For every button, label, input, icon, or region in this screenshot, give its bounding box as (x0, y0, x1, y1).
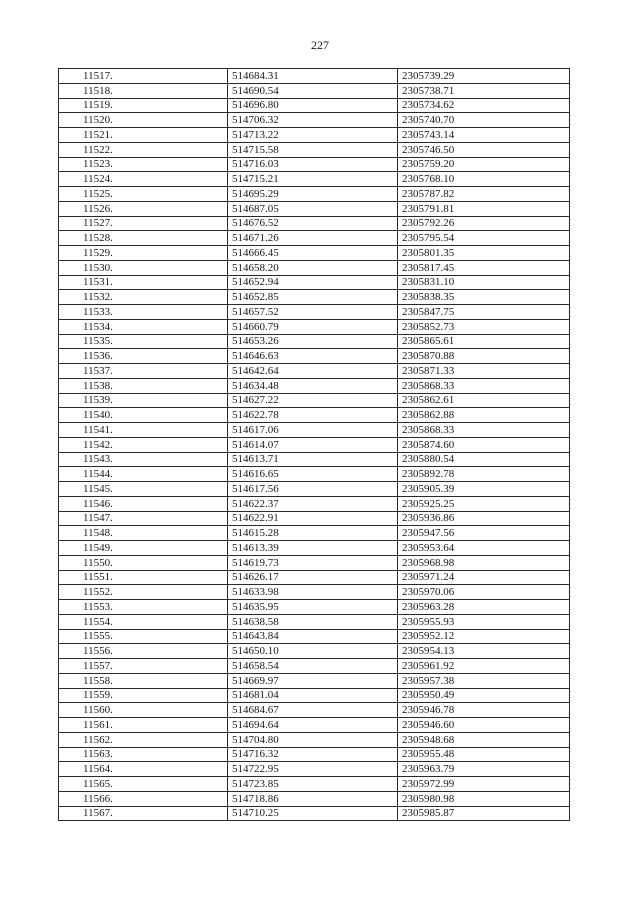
y-coordinate-cell: 2305948.68 (398, 732, 570, 747)
x-coordinate-cell: 514710.25 (228, 806, 398, 821)
point-number-cell: 11567. (59, 806, 228, 821)
table-row (59, 688, 570, 703)
x-coordinate-cell: 514646.63 (228, 349, 398, 364)
y-coordinate-cell: 2305865.61 (398, 334, 570, 349)
x-coordinate-cell: 514614.07 (228, 437, 398, 452)
x-coordinate-cell: 514716.32 (228, 747, 398, 762)
table-row (59, 393, 570, 408)
x-coordinate-cell: 514652.85 (228, 290, 398, 305)
y-coordinate-cell: 2305862.88 (398, 408, 570, 423)
point-number-cell: 11556. (59, 644, 228, 659)
x-coordinate-cell: 514613.39 (228, 541, 398, 556)
y-coordinate-cell: 2305746.50 (398, 142, 570, 157)
x-coordinate-cell: 514635.95 (228, 600, 398, 615)
table-row (59, 526, 570, 541)
table-row (59, 69, 570, 84)
y-coordinate-cell: 2305957.38 (398, 673, 570, 688)
table-row (59, 172, 570, 187)
y-coordinate-cell: 2305862.61 (398, 393, 570, 408)
point-number-cell: 11525. (59, 187, 228, 202)
y-coordinate-cell: 2305838.35 (398, 290, 570, 305)
x-coordinate-cell: 514695.29 (228, 187, 398, 202)
y-coordinate-cell: 2305759.20 (398, 157, 570, 172)
table-row (59, 128, 570, 143)
table-row (59, 718, 570, 733)
point-number-cell: 11540. (59, 408, 228, 423)
x-coordinate-cell: 514671.26 (228, 231, 398, 246)
y-coordinate-cell: 2305870.88 (398, 349, 570, 364)
x-coordinate-cell: 514704.80 (228, 732, 398, 747)
point-number-cell: 11542. (59, 437, 228, 452)
x-coordinate-cell: 514676.52 (228, 216, 398, 231)
point-number-cell: 11517. (59, 69, 228, 84)
x-coordinate-cell: 514696.80 (228, 98, 398, 113)
x-coordinate-cell: 514694.64 (228, 718, 398, 733)
y-coordinate-cell: 2305831.10 (398, 275, 570, 290)
y-coordinate-cell: 2305985.87 (398, 806, 570, 821)
y-coordinate-cell: 2305847.75 (398, 305, 570, 320)
table-row (59, 600, 570, 615)
table-row (59, 408, 570, 423)
x-coordinate-cell: 514657.52 (228, 305, 398, 320)
table-row (59, 570, 570, 585)
x-coordinate-cell: 514681.04 (228, 688, 398, 703)
point-number-cell: 11543. (59, 452, 228, 467)
y-coordinate-cell: 2305971.24 (398, 570, 570, 585)
y-coordinate-cell: 2305954.13 (398, 644, 570, 659)
table-row (59, 423, 570, 438)
table-row (59, 142, 570, 157)
point-number-cell: 11563. (59, 747, 228, 762)
point-number-cell: 11524. (59, 172, 228, 187)
point-number-cell: 11533. (59, 305, 228, 320)
table-row (59, 113, 570, 128)
point-number-cell: 11546. (59, 496, 228, 511)
x-coordinate-cell: 514638.58 (228, 614, 398, 629)
point-number-cell: 11548. (59, 526, 228, 541)
table-row (59, 246, 570, 261)
y-coordinate-cell: 2305795.54 (398, 231, 570, 246)
y-coordinate-cell: 2305792.26 (398, 216, 570, 231)
table-row (59, 467, 570, 482)
y-coordinate-cell: 2305963.28 (398, 600, 570, 615)
x-coordinate-cell: 514706.32 (228, 113, 398, 128)
y-coordinate-cell: 2305946.78 (398, 703, 570, 718)
y-coordinate-cell: 2305787.82 (398, 187, 570, 202)
table-row (59, 703, 570, 718)
x-coordinate-cell: 514622.37 (228, 496, 398, 511)
x-coordinate-cell: 514634.48 (228, 378, 398, 393)
x-coordinate-cell: 514615.28 (228, 526, 398, 541)
point-number-cell: 11561. (59, 718, 228, 733)
x-coordinate-cell: 514642.64 (228, 364, 398, 379)
x-coordinate-cell: 514653.26 (228, 334, 398, 349)
x-coordinate-cell: 514617.56 (228, 482, 398, 497)
table-row (59, 541, 570, 556)
point-number-cell: 11549. (59, 541, 228, 556)
table-row (59, 349, 570, 364)
y-coordinate-cell: 2305768.10 (398, 172, 570, 187)
y-coordinate-cell: 2305817.45 (398, 260, 570, 275)
point-number-cell: 11545. (59, 482, 228, 497)
x-coordinate-cell: 514660.79 (228, 319, 398, 334)
table-row (59, 791, 570, 806)
table-row (59, 364, 570, 379)
table-row (59, 305, 570, 320)
point-number-cell: 11539. (59, 393, 228, 408)
point-number-cell: 11566. (59, 791, 228, 806)
y-coordinate-cell: 2305868.33 (398, 423, 570, 438)
point-number-cell: 11523. (59, 157, 228, 172)
x-coordinate-cell: 514716.03 (228, 157, 398, 172)
x-coordinate-cell: 514622.91 (228, 511, 398, 526)
x-coordinate-cell: 514652.94 (228, 275, 398, 290)
table-row (59, 482, 570, 497)
x-coordinate-cell: 514722.95 (228, 762, 398, 777)
table-row (59, 644, 570, 659)
table-row (59, 452, 570, 467)
x-coordinate-cell: 514687.05 (228, 201, 398, 216)
table-row (59, 378, 570, 393)
point-number-cell: 11564. (59, 762, 228, 777)
y-coordinate-cell: 2305880.54 (398, 452, 570, 467)
point-number-cell: 11550. (59, 555, 228, 570)
point-number-cell: 11528. (59, 231, 228, 246)
y-coordinate-cell: 2305905.39 (398, 482, 570, 497)
y-coordinate-cell: 2305892.78 (398, 467, 570, 482)
y-coordinate-cell: 2305955.48 (398, 747, 570, 762)
x-coordinate-cell: 514669.97 (228, 673, 398, 688)
x-coordinate-cell: 514715.21 (228, 172, 398, 187)
y-coordinate-cell: 2305946.60 (398, 718, 570, 733)
table-row (59, 216, 570, 231)
x-coordinate-cell: 514718.86 (228, 791, 398, 806)
y-coordinate-cell: 2305963.79 (398, 762, 570, 777)
table-row (59, 319, 570, 334)
point-number-cell: 11531. (59, 275, 228, 290)
page-number: 227 (311, 38, 329, 52)
y-coordinate-cell: 2305947.56 (398, 526, 570, 541)
y-coordinate-cell: 2305961.92 (398, 659, 570, 674)
y-coordinate-cell: 2305950.49 (398, 688, 570, 703)
table-row (59, 777, 570, 792)
coordinates-table (58, 68, 570, 821)
x-coordinate-cell: 514713.22 (228, 128, 398, 143)
point-number-cell: 11537. (59, 364, 228, 379)
point-number-cell: 11560. (59, 703, 228, 718)
y-coordinate-cell: 2305970.06 (398, 585, 570, 600)
table-row (59, 747, 570, 762)
table-row (59, 231, 570, 246)
y-coordinate-cell: 2305952.12 (398, 629, 570, 644)
table-row (59, 290, 570, 305)
table-row (59, 260, 570, 275)
y-coordinate-cell: 2305738.71 (398, 83, 570, 98)
table-row (59, 555, 570, 570)
table-row (59, 806, 570, 821)
table-row (59, 334, 570, 349)
point-number-cell: 11520. (59, 113, 228, 128)
y-coordinate-cell: 2305871.33 (398, 364, 570, 379)
table-row (59, 496, 570, 511)
x-coordinate-cell: 514617.06 (228, 423, 398, 438)
table-row (59, 585, 570, 600)
point-number-cell: 11519. (59, 98, 228, 113)
y-coordinate-cell: 2305972.99 (398, 777, 570, 792)
table-row (59, 762, 570, 777)
point-number-cell: 11547. (59, 511, 228, 526)
y-coordinate-cell: 2305734.62 (398, 98, 570, 113)
point-number-cell: 11544. (59, 467, 228, 482)
x-coordinate-cell: 514658.54 (228, 659, 398, 674)
point-number-cell: 11552. (59, 585, 228, 600)
y-coordinate-cell: 2305739.29 (398, 69, 570, 84)
y-coordinate-cell: 2305968.98 (398, 555, 570, 570)
y-coordinate-cell: 2305743.14 (398, 128, 570, 143)
table-row (59, 659, 570, 674)
y-coordinate-cell: 2305955.93 (398, 614, 570, 629)
table-row (59, 511, 570, 526)
x-coordinate-cell: 514633.98 (228, 585, 398, 600)
x-coordinate-cell: 514690.54 (228, 83, 398, 98)
x-coordinate-cell: 514650.10 (228, 644, 398, 659)
point-number-cell: 11536. (59, 349, 228, 364)
y-coordinate-cell: 2305936.86 (398, 511, 570, 526)
y-coordinate-cell: 2305852.73 (398, 319, 570, 334)
point-number-cell: 11534. (59, 319, 228, 334)
x-coordinate-cell: 514643.84 (228, 629, 398, 644)
y-coordinate-cell: 2305980.98 (398, 791, 570, 806)
x-coordinate-cell: 514616.65 (228, 467, 398, 482)
table-row (59, 673, 570, 688)
table-row (59, 83, 570, 98)
table-row (59, 275, 570, 290)
point-number-cell: 11521. (59, 128, 228, 143)
point-number-cell: 11557. (59, 659, 228, 674)
point-number-cell: 11530. (59, 260, 228, 275)
x-coordinate-cell: 514622.78 (228, 408, 398, 423)
point-number-cell: 11529. (59, 246, 228, 261)
point-number-cell: 11555. (59, 629, 228, 644)
point-number-cell: 11522. (59, 142, 228, 157)
point-number-cell: 11518. (59, 83, 228, 98)
x-coordinate-cell: 514666.45 (228, 246, 398, 261)
point-number-cell: 11526. (59, 201, 228, 216)
point-number-cell: 11562. (59, 732, 228, 747)
x-coordinate-cell: 514684.67 (228, 703, 398, 718)
point-number-cell: 11532. (59, 290, 228, 305)
x-coordinate-cell: 514627.22 (228, 393, 398, 408)
y-coordinate-cell: 2305925.25 (398, 496, 570, 511)
table-row (59, 201, 570, 216)
x-coordinate-cell: 514658.20 (228, 260, 398, 275)
point-number-cell: 11541. (59, 423, 228, 438)
x-coordinate-cell: 514684.31 (228, 69, 398, 84)
table-row (59, 437, 570, 452)
x-coordinate-cell: 514626.17 (228, 570, 398, 585)
table-row (59, 157, 570, 172)
point-number-cell: 11565. (59, 777, 228, 792)
y-coordinate-cell: 2305953.64 (398, 541, 570, 556)
point-number-cell: 11535. (59, 334, 228, 349)
table-row (59, 98, 570, 113)
x-coordinate-cell: 514715.58 (228, 142, 398, 157)
point-number-cell: 11559. (59, 688, 228, 703)
y-coordinate-cell: 2305801.35 (398, 246, 570, 261)
table-row (59, 732, 570, 747)
coordinates-table-body (59, 69, 570, 821)
point-number-cell: 11553. (59, 600, 228, 615)
point-number-cell: 11554. (59, 614, 228, 629)
y-coordinate-cell: 2305740.70 (398, 113, 570, 128)
x-coordinate-cell: 514723.85 (228, 777, 398, 792)
y-coordinate-cell: 2305868.33 (398, 378, 570, 393)
table-row (59, 187, 570, 202)
point-number-cell: 11527. (59, 216, 228, 231)
y-coordinate-cell: 2305874.60 (398, 437, 570, 452)
x-coordinate-cell: 514613.71 (228, 452, 398, 467)
point-number-cell: 11538. (59, 378, 228, 393)
y-coordinate-cell: 2305791.81 (398, 201, 570, 216)
x-coordinate-cell: 514619.73 (228, 555, 398, 570)
point-number-cell: 11558. (59, 673, 228, 688)
table-row (59, 629, 570, 644)
table-row (59, 614, 570, 629)
point-number-cell: 11551. (59, 570, 228, 585)
